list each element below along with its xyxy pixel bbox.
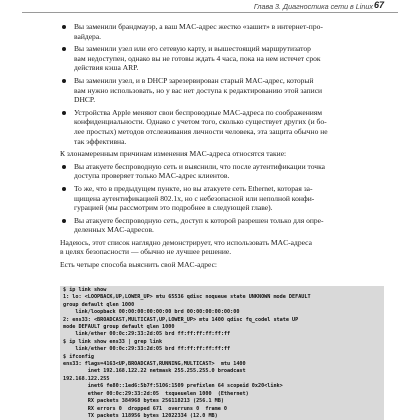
text-line: деленных MAC-адресов. [74, 225, 154, 235]
text-line: в целях безопасности — обычно не лучшее решение. [60, 247, 232, 257]
body-text [60, 22, 380, 273]
header-rule [22, 12, 398, 13]
code-line: group default qlen 1000 [63, 301, 135, 308]
code-line: 192.168.122.255 [63, 375, 110, 382]
code-line: $ ip link show [63, 287, 107, 293]
code-line: inet6 fe80::1ed6:5b7f:5106:1509 prefixlen 64 scopeid 0x20<link> [63, 383, 283, 390]
page-header [0, 0, 420, 16]
bullet-dot-icon [62, 187, 66, 191]
text-line: щищена аутентификацией 802.1x, но с небезопасной или неполной конфи- [74, 193, 315, 203]
code-line: link/loopback 00:00:00:00:00:00 brd 00:00:00:00:00:00 [63, 309, 240, 316]
text-line: Вы атакуете беспроводную сеть, доступ к которой разрешен только для опре- [74, 215, 324, 225]
code-line: link/ether 00:0c:29:33:2d:05 brd ff:ff:ff:ff:ff:ff [63, 346, 231, 353]
code-line: ether 00:0c:29:33:2d:05 txqueuelen 1000 (Ethernet) [63, 390, 249, 397]
bullet-dot-icon [62, 219, 66, 223]
code-line: inet 192.168.122.22 netmask 255.255.255.0 broadcast [63, 368, 246, 375]
bullet-dot-icon [62, 165, 66, 169]
text-line: действия кэша ARP. [74, 63, 139, 73]
text-line: вайдера. [74, 31, 102, 41]
text-line: вам недоступен, однако вы не готовы ждать 4 часа, пока на нем истечет срок [74, 53, 321, 63]
code-line: TX packets 118956 bytes 12022334 (12.0 MB) [63, 412, 218, 419]
text-line: Надеюсь, этот список наглядно демонстрирует, что использовать MAC-адреса [60, 237, 312, 247]
text-line: Устройства Apple меняют свои беспроводные MAC-адреса по соображениям [74, 107, 323, 117]
bullet-item [60, 216, 380, 235]
methods-intro [60, 260, 380, 270]
text-line: конфиденциальности. Однако с учетом того, сколько существует других (и бо- [74, 117, 327, 127]
code-line: 2: ens33: <BROADCAST,MULTICAST,UP,LOWER_UP> mtu 1400 qdisc fq_codel state UP [63, 316, 299, 323]
bullet-dot-icon [62, 47, 66, 51]
code-line: $ ifconfig [63, 353, 94, 360]
text-line: так эффективна. [74, 136, 127, 146]
bullet-item [60, 162, 380, 181]
code-line: link/ether 00:0c:29:33:2d:05 brd ff:ff:ff:ff:ff:ff [63, 331, 231, 338]
code-line: 1: lo: <LOOPBACK,UP,LOWER_UP> mtu 65536 qdisc noqueue state UNKNOWN mode DEFAULT [63, 294, 311, 301]
running-title: Глава 3. Диагностика сети в Linux [253, 2, 373, 11]
text-line: Вы заменили узел или его сетевую карту, и вышестоящий маршрутизатор [74, 44, 311, 54]
reasons-list [60, 22, 380, 146]
text-line: гурацией (мы рассмотрим это подробнее в следующей главе). [74, 203, 273, 213]
text-line: То же, что в предыдущем пункте, но вы атакуете сеть Ethernet, которая за- [74, 183, 313, 193]
bullet-item [60, 22, 380, 41]
code-line: ens33: flags=4163<UP,BROADCAST,RUNNING,MULTICAST> mtu 1400 [63, 361, 246, 368]
text-line: Вы заменили узел, и в DHCP зарезервирован старый MAC-адрес, который [74, 75, 314, 85]
code-line: $ ip link show ens33 | grep link [63, 338, 163, 345]
text-line: К злонамеренным причинам изменения MAC-адреса относятся такие: [60, 149, 287, 159]
code-listing [60, 286, 384, 420]
bullet-dot-icon [62, 25, 66, 29]
bullet-item [60, 108, 380, 146]
page-number: 67 [373, 0, 384, 10]
bullet-item [60, 44, 380, 73]
bullet-item [60, 184, 380, 213]
code-line: RX packets 384968 bytes 256118213 (256.1 MB) [63, 398, 224, 405]
malicious-reasons-list [60, 162, 380, 235]
bullet-dot-icon [62, 111, 66, 115]
text-line: Вы атакуете беспроводную сеть и выяснили, что после аутентификации точка [74, 161, 325, 171]
bullet-dot-icon [62, 79, 66, 83]
text-line: лее простых) методов отслеживания личности человека, эта защита обычно не [74, 126, 328, 136]
text-line: Вы заменили брандмауэр, а ваш MAC-адрес жестко «зашит» в интернет-про- [74, 22, 323, 31]
code-line: mode DEFAULT group default qlen 1000 [63, 324, 175, 331]
malicious-reasons-intro [60, 149, 380, 159]
conclusion-paragraph [60, 238, 380, 257]
bullet-item [60, 76, 380, 105]
text-line: Есть четыре способа выяснить свой MAC-адрес: [60, 260, 218, 270]
text-line: DHCP. [74, 95, 96, 105]
code-line: RX errors 0 dropped 671 overruns 0 frame 0 [63, 405, 228, 412]
text-line: доступа проверяет только MAC-адрес клиентов. [74, 171, 230, 181]
text-line: вам нужно использовать, но у вас нет доступа к редактированию этой записи [74, 85, 323, 95]
